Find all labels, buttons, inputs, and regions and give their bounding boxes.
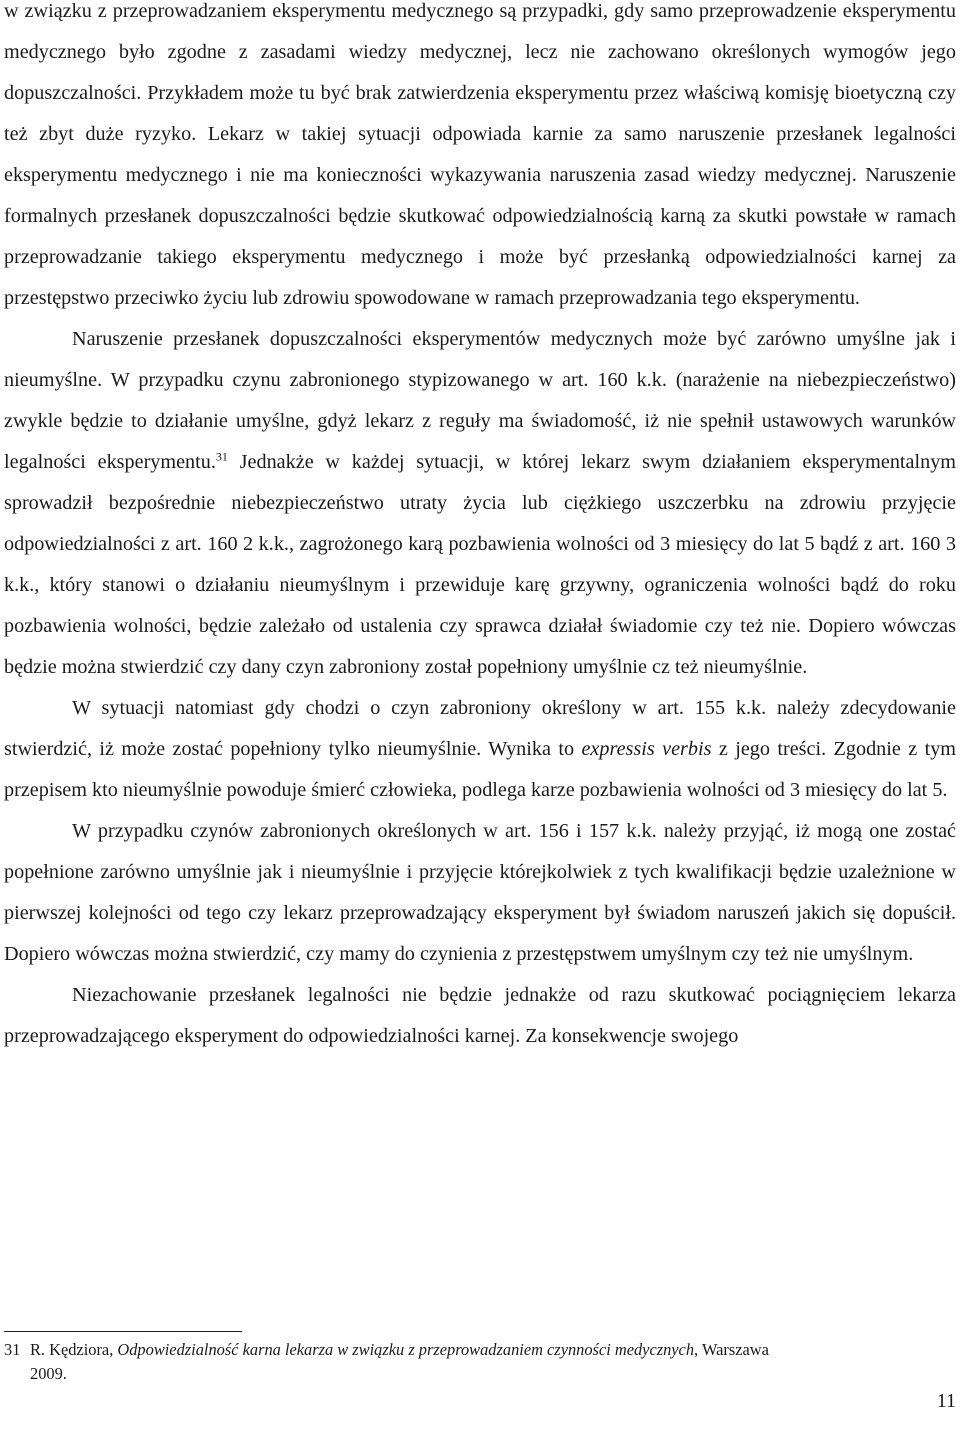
footnote-line-2: [4, 1362, 956, 1386]
footnote-place: , Warszawa: [694, 1340, 769, 1359]
footnote-reference[interactable]: 31: [215, 449, 228, 464]
footnote-separator: [4, 1331, 242, 1332]
document-page: [4, 0, 956, 1057]
footnote-title: Odpowiedzialność karna lekarza w związku z przeprowadzaniem czynności medycznych: [117, 1340, 695, 1359]
paragraph-3: [4, 688, 956, 811]
footnote-line-1: [4, 1338, 956, 1362]
paragraph-1: [4, 0, 956, 319]
paragraph-4-text: W przypadku czynów zabronionych określonych w art. 156 i 157 k.k. należy przyjąć, iż mogą one zostać popełnione zarówno umyślnie jak i nieumyślnie i przyjęcie którejkolwiek z tych kwalifikacji będzie uzależnione w pierwszej kolejności od tego czy lekarz przeprowadzający eksperyment był świadom naruszeń jakich się dopuścił. Dopiero wówczas można stwierdzić, czy mamy do czynienia z przestępstwem umyślnym czy też nie umyślnym.: [4, 820, 956, 965]
paragraph-3-latin-phrase: expressis verbis: [581, 738, 712, 760]
footnote: [4, 1338, 956, 1386]
paragraph-4: [4, 811, 956, 975]
paragraph-3-text-b: z jego treści. Zgodnie z tym przepisem kto nieumyślnie powoduje śmierć człowieka, podlega karze pozbawienia wolności od 3 miesięcy do lat 5.: [4, 738, 956, 801]
footnote-author: R. Kędziora,: [30, 1340, 118, 1359]
paragraph-5-text: Niezachowanie przesłanek legalności nie będzie jednakże od razu skutkować pociągnięciem lekarza przeprowadzającego eksperyment do odpowiedzialności karnej. Za konsekwencje swojego: [4, 984, 956, 1047]
footnote-number: 31: [4, 1340, 21, 1359]
page-number: 11: [936, 1390, 956, 1412]
paragraph-1-text: w związku z przeprowadzaniem eksperymentu medycznego są przypadki, gdy samo przeprowadzenie eksperymentu medycznego było zgodne z zasadami wiedzy medycznej, lecz nie zachowano określonych wymogów jego dopuszczalności. Przykładem może tu być brak zatwierdzenia eksperymentu przez właściwą komisję bioetyczną czy też zbyt duże ryzyko. Lekarz w takiej sytuacji odpowiada karnie za samo naruszenie przesłanek legalności eksperymentu medycznego i nie ma konieczności wykazywania naruszenia zasad wiedzy medycznej. Naruszenie formalnych przesłanek dopuszczalności będzie skutkować odpowiedzialnością karną za skutki powstałe w ramach przeprowadzanie takiego eksperymentu medycznego i może być przesłanką odpowiedzialności karnej za przestępstwo przeciwko życiu lub zdrowiu spowodowane w ramach przeprowadzania tego eksperymentu.: [4, 0, 956, 309]
paragraph-5: [4, 975, 956, 1057]
paragraph-2-text-b: Jednakże w każdej sytuacji, w której lekarz swym działaniem eksperymentalnym sprowadził bezpośrednie niebezpieczeństwo utraty życia lub ciężkiego uszczerbku na zdrowiu przyjęcie odpowiedzialności z art. 160 2 k.k., zagrożonego karą pozbawienia wolności od 3 miesięcy do lat 5 bądź z art. 160 3 k.k., który stanowi o działaniu nieumyślnym i przewiduje karę grzywny, ograniczenia wolności bądź do roku pozbawienia wolności, będzie zależało od ustalenia czy sprawca działał świadomie czy też nie. Dopiero wówczas będzie można stwierdzić czy dany czyn zabroniony został popełniony umyślnie cz też nieumyślnie.: [4, 451, 956, 678]
paragraph-2-text-a: Naruszenie przesłanek dopuszczalności eksperymentów medycznych może być zarówno umyślne jak i nieumyślne. W przypadku czynu zabronionego stypizowanego w art. 160 k.k. (narażenie na niebezpieczeństwo) zwykle będzie to działanie umyślne, gdyż lekarz z reguły ma świadomość, iż nie spełnił ustawowych warunków legalności eksperymentu.: [4, 328, 956, 473]
paragraph-3-text-a: W sytuacji natomiast gdy chodzi o czyn zabroniony określony w art. 155 k.k. należy zdecydowanie stwierdzić, iż może zostać popełniony tylko nieumyślnie. Wynika to: [4, 697, 956, 760]
paragraph-2: [4, 319, 956, 688]
footnote-year: 2009.: [30, 1364, 67, 1383]
